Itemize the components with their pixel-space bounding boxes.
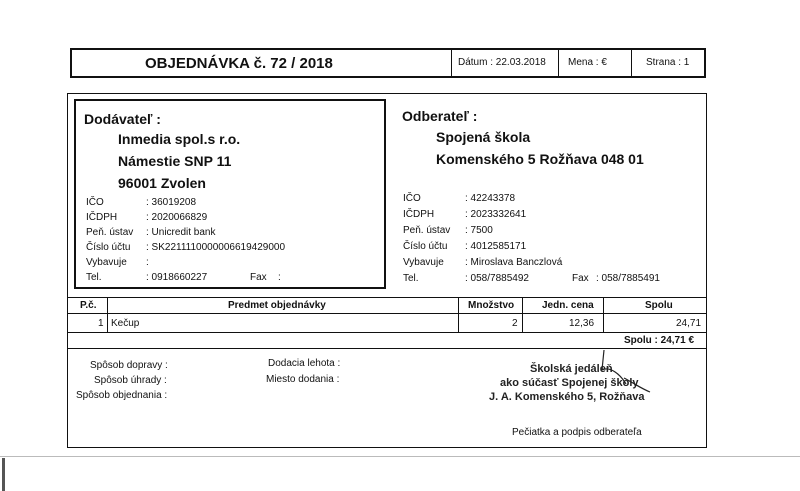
divider	[451, 48, 452, 78]
table-col-divider	[458, 297, 459, 332]
supplier-bank-label: Peň. ústav	[86, 227, 134, 238]
customer-fax-label: Fax	[572, 273, 589, 284]
supplier-ico-label: IČO	[86, 197, 104, 208]
table-col-divider	[603, 297, 604, 332]
customer-ico-value: : 42243378	[465, 193, 516, 204]
delivery-place-label: Miesto dodania :	[266, 374, 340, 385]
row-qty: 2	[512, 318, 518, 329]
customer-icdph-label: IČDPH	[403, 209, 435, 220]
customer-tel-label: Tel.	[403, 273, 419, 284]
customer-bank-label: Peň. ústav	[403, 225, 451, 236]
table-top-line	[67, 297, 707, 298]
supplier-contact-value: :	[146, 257, 149, 268]
col-header-unit-price: Jedn. cena	[542, 300, 594, 311]
supplier-tel-value: : 0918660227	[146, 272, 208, 283]
customer-ico-label: IČO	[403, 193, 421, 204]
supplier-city: 96001 Zvolen	[118, 175, 206, 191]
supplier-tel-label: Tel.	[86, 272, 102, 283]
col-header-qty: Množstvo	[468, 300, 515, 311]
customer-name: Spojená škola	[436, 129, 531, 145]
table-row-line	[67, 332, 707, 333]
table-col-divider	[522, 297, 523, 332]
supplier-contact-label: Vybavuje	[86, 257, 127, 268]
supplier-bank-value: : Unicredit bank	[146, 227, 216, 238]
order-method-label: Spôsob objednania :	[76, 390, 168, 401]
supplier-name: Inmedia spol.s r.o.	[118, 131, 241, 147]
divider	[558, 48, 559, 78]
customer-icdph-value: : 2023332641	[465, 209, 527, 220]
row-total: 24,71	[676, 318, 702, 329]
table-sum: Spolu : 24,71 €	[624, 335, 695, 346]
customer-account-value: : 4012585171	[465, 241, 527, 252]
col-header-total: Spolu	[645, 300, 673, 311]
stamp-line-3: J. A. Komenského 5, Rožňava	[489, 391, 645, 403]
delivery-deadline-label: Dodacia lehota :	[268, 358, 341, 369]
customer-bank-value: : 7500	[465, 225, 493, 236]
supplier-account-label: Číslo účtu	[86, 242, 131, 253]
supplier-fax-value: :	[278, 272, 281, 283]
stamp-line-2: ako súčasť Spojenej školy	[500, 377, 639, 389]
row-item: Kečup	[111, 318, 140, 329]
customer-tel-value: : 058/7885492	[465, 273, 529, 284]
row-pc: 1	[98, 318, 104, 329]
customer-account-label: Číslo účtu	[403, 241, 448, 252]
col-header-pc: P.č.	[80, 300, 97, 311]
payment-method-label: Spôsob úhrady :	[94, 375, 167, 386]
scan-line	[0, 456, 800, 457]
stamp-line-1: Školská jedáleň	[530, 363, 613, 375]
supplier-street: Námestie SNP 11	[118, 153, 232, 169]
divider	[631, 48, 632, 78]
supplier-account-value: : SK2211110000006619429000	[146, 242, 286, 253]
supplier-icdph-value: : 2020066829	[146, 212, 208, 223]
col-header-item: Predmet objednávky	[228, 300, 326, 311]
document-title: OBJEDNÁVKA č. 72 / 2018	[145, 55, 333, 72]
customer-fax-value: : 058/7885491	[596, 273, 660, 284]
supplier-icdph-label: IČDPH	[86, 212, 118, 223]
row-unit-price: 12,36	[569, 318, 595, 329]
page-number-field: Strana : 1	[646, 57, 690, 68]
date-field: Dátum : 22.03.2018	[458, 57, 546, 68]
transport-method-label: Spôsob dopravy :	[90, 360, 168, 371]
supplier-ico-value: : 36019208	[146, 197, 197, 208]
currency-field: Mena : €	[568, 57, 607, 68]
scan-edge	[2, 458, 5, 491]
signature-mark	[596, 348, 656, 398]
customer-heading: Odberateľ :	[402, 108, 478, 124]
table-col-divider	[107, 297, 108, 332]
customer-contact-value: : Miroslava Banczlová	[465, 257, 563, 268]
customer-contact-label: Vybavuje	[403, 257, 444, 268]
table-header-line	[67, 313, 707, 314]
customer-address: Komenského 5 Rožňava 048 01	[436, 151, 644, 167]
supplier-heading: Dodávateľ :	[84, 111, 161, 127]
supplier-fax-label: Fax	[250, 272, 267, 283]
signature-caption: Pečiatka a podpis odberateľa	[512, 427, 642, 438]
